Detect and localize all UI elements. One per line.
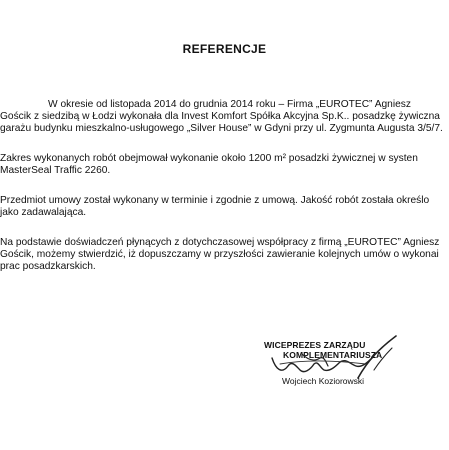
document-title: REFERENCJE bbox=[182, 42, 267, 56]
paragraph-1-line-2: Gościk z siedzibą w Łodzi wykonała dla Invest Komfort Spółka Akcyjna Sp.K.. posadzkę żywiczna bbox=[0, 111, 440, 122]
paragraph-4-line-3: prac posadzkarskich. bbox=[0, 261, 96, 272]
paragraph-4-line-1: Na podstawie doświadczeń płynących z dotychczasowej współpracy z firmą „EUROTEC” Agniesz bbox=[0, 237, 440, 248]
paragraph-1-line-3: garażu budynku mieszkalno-usługowego „Silver House” w Gdyni przy ul. Zygmunta Augusta 3/5/7. bbox=[0, 123, 443, 134]
signature-title-line-2: KOMPLEMENTARIUSZA bbox=[283, 350, 383, 360]
paragraph-1-line-1: W okresie od listopada 2014 do grudnia 2014 roku – Firma „EUROTEC” Agniesz bbox=[48, 99, 411, 110]
paragraph-2-line-2: MasterSeal Traffic 2260. bbox=[0, 165, 111, 176]
paragraph-2-line-1: Zakres wykonanych robót obejmował wykonanie około 1200 m² posadzki żywicznej w systen bbox=[0, 153, 418, 164]
paragraph-3-line-2: jako zadawalająca. bbox=[0, 207, 87, 218]
paragraph-4-line-2: Gościk, możemy stwierdzić, iż dopuszczamy w przyszłości zawieranie kolejnych umów o wykonai bbox=[0, 249, 439, 260]
paragraph-3-line-1: Przedmiot umowy został wykonany w terminie i zgodnie z umową. Jakość robót została określo bbox=[0, 195, 430, 206]
signature-title-line-1: WICEPREZES ZARZĄDU bbox=[264, 340, 366, 350]
signatory-name: Wojciech Koziorowski bbox=[282, 376, 365, 386]
